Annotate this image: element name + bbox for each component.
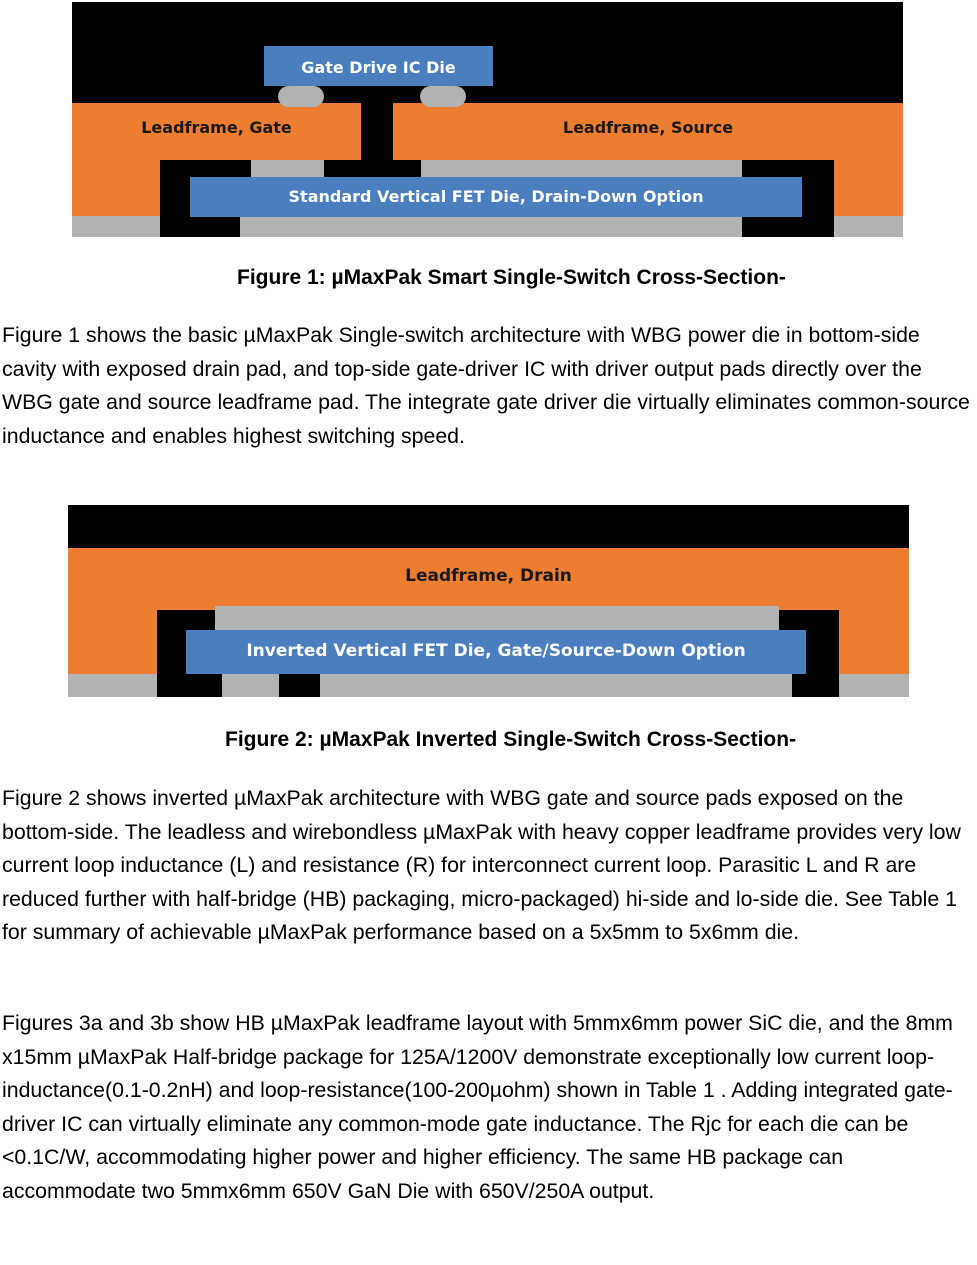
fet-die-label: Standard Vertical FET Die, Drain-Down Option	[288, 187, 704, 206]
paragraph-3: Figures 3a and 3b show HB µMaxPak leadframe layout with 5mmx6mm power SiC die, and the 8mm x15mm µMaxPak Half-bridge package for 125A/1200V demonstrate exceptionally low current loop-inductance(0.1-0.2nH) and loop-resistance(100-200µohm) shown in Table 1 . Adding integrated gate-driver IC can virtually eliminate any common-mode gate inductance. The Rjc for each die can be <0.1C/W, accommodating higher power and higher efficiency. The same HB package can accommodate two 5mmx6mm 650V GaN Die with 650V/250A output.	[2, 1011, 953, 1203]
source-contact	[421, 160, 742, 178]
pad-right	[834, 216, 903, 237]
pad-left	[68, 674, 157, 697]
figure-2-caption: Figure 2: µMaxPak Inverted Single-Switch Cross-Section-	[225, 728, 797, 751]
pad-right	[839, 674, 909, 697]
bump-left	[278, 86, 324, 107]
leadframe-gate-lower	[72, 160, 160, 216]
paragraph-1: Figure 1 shows the basic µMaxPak Single-switch architecture with WBG power die in bottom-side cavity with exposed drain pad, and top-side gate-driver IC with driver output pads directly over the WBG gate and source leadframe pad. The integrate gate driver die virtually eliminates common-source inductance and enables highest switching speed.	[2, 323, 970, 448]
paragraph-2: Figure 2 shows inverted µMaxPak architecture with WBG gate and source pads exposed on the bottom-side. The leadless and wirebondless µMaxPak with heavy copper leadframe provides very low current loop inductance (L) and resistance (R) for interconnect current loop. Parasitic L and R are reduced further with half-bridge (HB) packaging, micro-packaged) hi-side and lo-side die. See Table 1 for summary of achievable µMaxPak performance based on a 5x5mm to 5x6mm die.	[2, 786, 961, 944]
leadframe-drain-left	[68, 610, 157, 674]
source-pad	[320, 673, 792, 697]
gate-drive-ic-label: Gate Drive IC Die	[301, 58, 456, 77]
fet-die-label: Inverted Vertical FET Die, Gate/Source-Down Option	[246, 641, 746, 661]
die-top-contact	[215, 606, 779, 630]
pad-left	[72, 216, 160, 237]
figure-1-caption: Figure 1: µMaxPak Smart Single-Switch Cross-Section-	[237, 266, 786, 289]
drain-pad	[240, 217, 742, 237]
gate-pad	[222, 673, 279, 697]
leadframe-source-lower	[834, 160, 903, 216]
gate-contact	[251, 160, 324, 178]
bump-right	[420, 86, 466, 107]
leadframe-drain-right	[839, 610, 909, 674]
leadframe-source-label: Leadframe, Source	[562, 118, 734, 137]
leadframe-drain-label: Leadframe, Drain	[405, 566, 572, 586]
figure-1-cross-section	[72, 2, 903, 237]
figure-2-cross-section	[68, 505, 909, 697]
leadframe-gate-label: Leadframe, Gate	[141, 118, 292, 137]
